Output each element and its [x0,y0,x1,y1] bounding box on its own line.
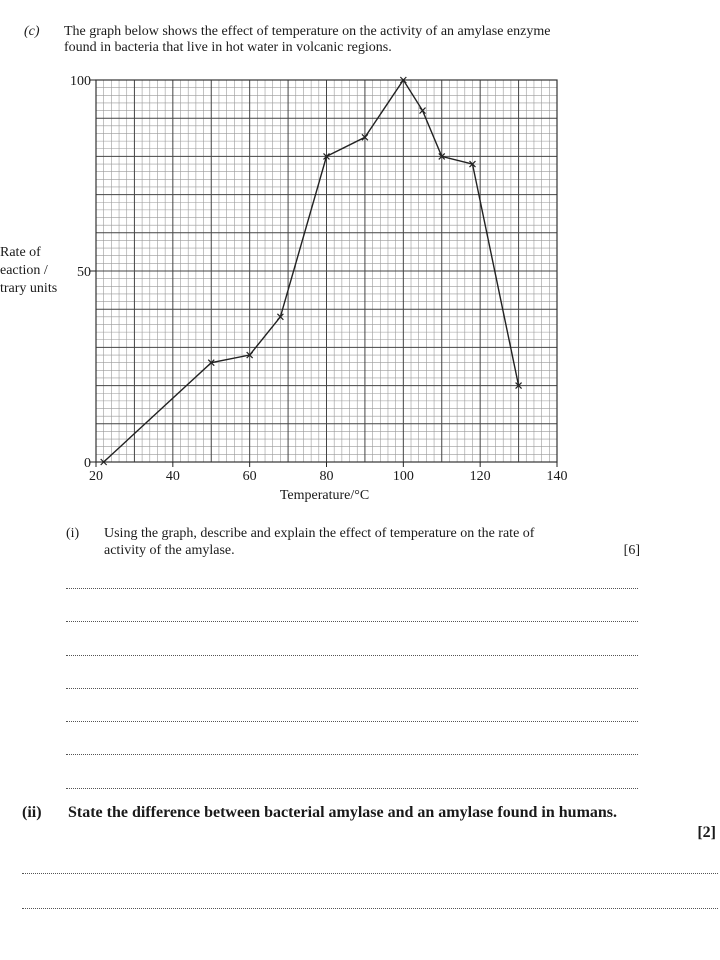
question-intro [64,24,654,56]
x-tick-label: 100 [392,469,414,484]
part-i-text-line-2: activity of the amylase. [104,543,235,558]
part-ii-question: State the difference between bacterial amylase and an amylase found in humans. [68,804,618,821]
part-i-number: (i) [66,526,80,541]
answer-line-ii-2[interactable] [22,908,718,909]
part-ii-number: (ii) [22,804,42,821]
y-axis-label-line: Rate of [0,245,41,260]
intro-line-1: The graph below shows the effect of temperature on the activity of an amylase enzyme [64,24,551,39]
y-tick-label: 100 [70,74,91,89]
answer-line-i-6[interactable] [66,754,638,755]
x-tick-label: 20 [89,469,103,484]
x-tick-label: 140 [546,469,568,484]
part-i-question [104,525,640,559]
intro-line-2: found in bacteria that live in hot water in volcanic regions. [64,40,392,55]
answer-line-i-7[interactable] [66,788,638,789]
part-i-text-line-1: Using the graph, describe and explain the effect of temperature on the rate of [104,526,535,541]
y-tick-label: 0 [84,456,91,471]
y-axis-label-line: eaction / [0,263,48,278]
answer-line-i-3[interactable] [66,655,638,656]
temperature-activity-chart [0,60,720,520]
part-i-marks: [6] [623,543,640,558]
answer-line-i-5[interactable] [66,721,638,722]
x-tick-label: 120 [469,469,491,484]
part-ii-marks: [2] [697,824,716,841]
answer-line-i-2[interactable] [66,621,638,622]
x-tick-label: 80 [319,469,334,484]
question-label: (c) [24,24,40,39]
y-axis-label-line: trary units [0,281,58,296]
answer-line-ii-1[interactable] [22,873,718,874]
x-tick-label: 40 [165,469,180,484]
chart-x-axis-label: Temperature/°C [279,488,370,503]
x-tick-label: 60 [242,469,257,484]
y-tick-label: 50 [77,265,91,280]
chart-y-axis-label [0,245,57,296]
answer-line-i-1[interactable] [66,588,638,589]
answer-line-i-4[interactable] [66,688,638,689]
